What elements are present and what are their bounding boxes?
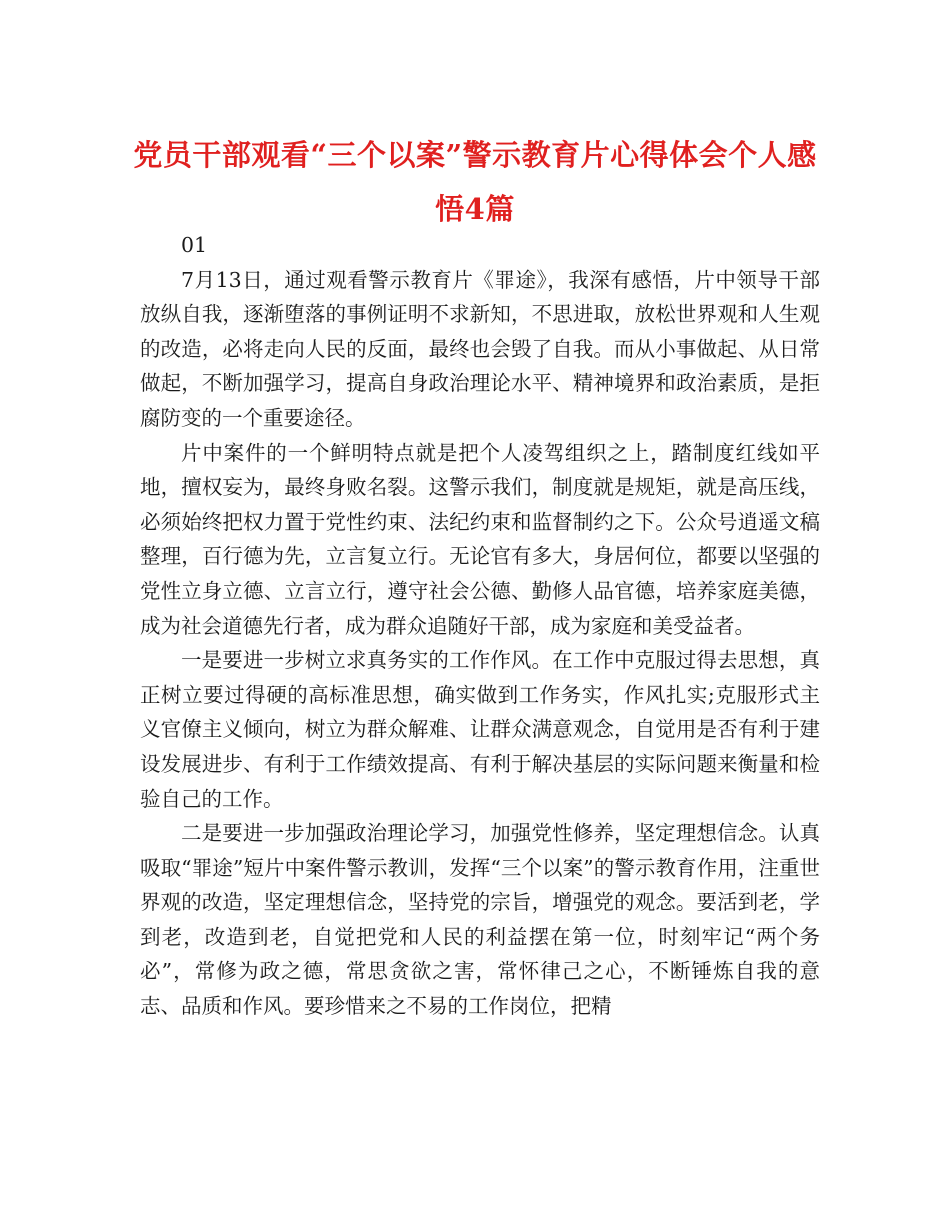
paragraph-1: 7月13日，通过观看警示教育片《罪途》，我深有感悟，片中领导干部放纵自我，逐渐堕落的事例证明不求新知，不思进取，放松世界观和人生观的改造，必将走向人民的反面，最终也会毁了自我。而从小事做起、从日常做起，不断加强学习，提高自身政治理论水平、精神境界和政治素质，是拒腐防变的一个重要途径。 [140,267,820,430]
document-body [140,228,820,1024]
section-number: 01 [181,233,208,257]
paragraph-3: 一是要进一步树立求真务实的工作作风。在工作中克服过得去思想，真正树立要过得硬的高标准思想，确实做到工作务实，作风扎实;克服形式主义官僚主义倾向，树立为群众解难、让群众满意观念，自觉用是否有利于建设发展进步、有利于工作绩效提高、有利于解决基层的实际问题来衡量和检验自己的工作。 [140,648,820,811]
paragraph-2: 片中案件的一个鲜明特点就是把个人凌驾组织之上，踏制度红线如平地，擅权妄为，最终身败名裂。这警示我们，制度就是规矩，就是高压线，必须始终把权力置于党性约束、法纪约束和监督制约之下。公众号逍遥文稿整理，百行德为先，立言复立行。无论官有多大，身居何位，都要以坚强的党性立身立德、立言立行，遵守社会公德、勤修人品官德，培养家庭美德，成为社会道德先行者，成为群众追随好干部，成为家庭和美受益者。 [140,440,820,638]
paragraph-4: 二是要进一步加强政治理论学习，加强党性修养，坚定理想信念。认真吸取“罪途”短片中案件警示教训，发挥“三个以案”的警示教育作用，注重世界观的改造，坚定理想信念，坚持党的宗旨，增强党的观念。要活到老，学到老，改造到老，自觉把党和人民的利益摆在第一位，时刻牢记“两个务必”，常修为政之德，常思贪欲之害，常怀律己之心，不断锤炼自我的意志、品质和作风。要珍惜来之不易的工作岗位，把精 [140,821,820,1019]
document-title: 党员干部观看“三个以案”警示教育片心得体会个人感悟4篇 [133,138,817,226]
